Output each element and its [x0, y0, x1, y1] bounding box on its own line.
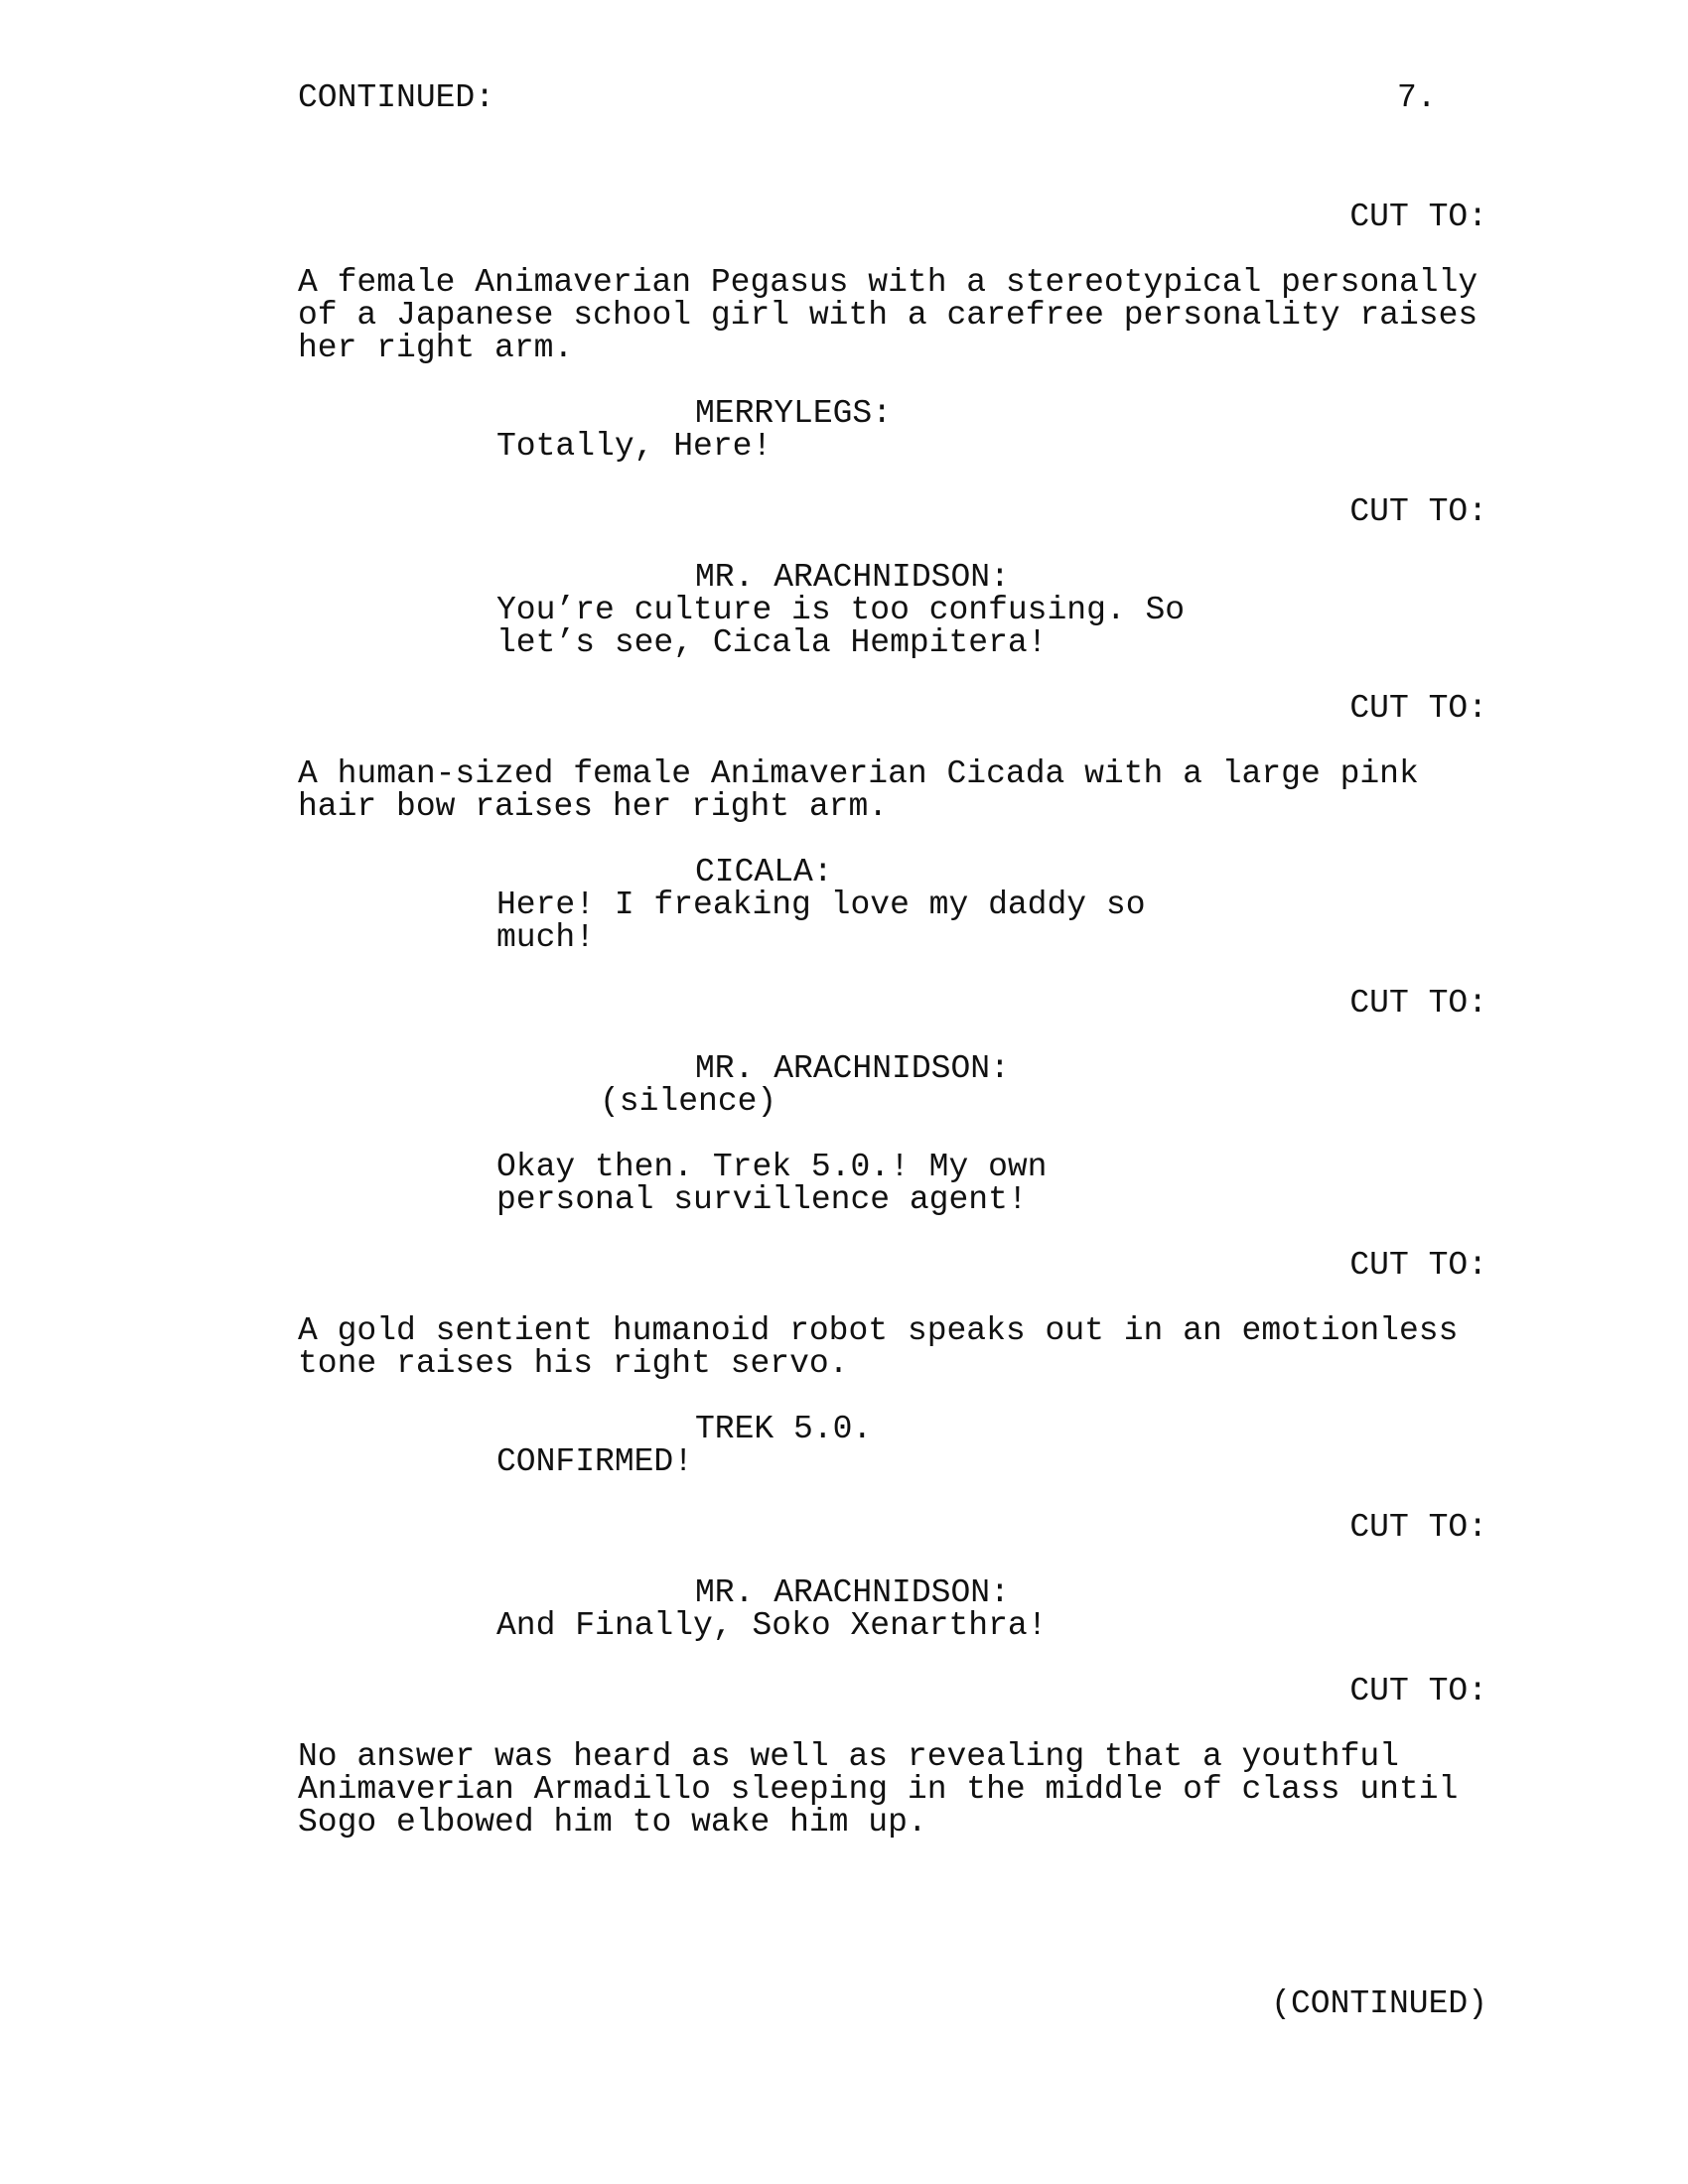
action-line: A female Animaverian Pegasus with a stereotypical personally	[298, 264, 1478, 301]
parenthetical: (silence)	[600, 1083, 777, 1120]
dialogue-line: Here! I freaking love my daddy so	[496, 887, 1146, 923]
action-line: No answer was heard as well as revealing that a youthful	[298, 1738, 1399, 1775]
transition-cut-to: CUT TO:	[1349, 985, 1487, 1022]
character-name: TREK 5.0.	[695, 1411, 873, 1447]
transition-cut-to: CUT TO:	[1349, 1673, 1487, 1709]
continued-footer: (CONTINUED)	[1271, 1985, 1487, 2022]
transition-cut-to: CUT TO:	[1349, 1247, 1487, 1284]
action-line: A gold sentient humanoid robot speaks out in an emotionless	[298, 1312, 1459, 1349]
dialogue-line: personal survillence agent!	[496, 1181, 1028, 1218]
dialogue-line: much!	[496, 919, 596, 956]
action-line: A human-sized female Animaverian Cicada with a large pink	[298, 755, 1419, 792]
dialogue-line: You’re culture is too confusing. So	[496, 592, 1186, 628]
transition-cut-to: CUT TO:	[1349, 493, 1487, 530]
character-name: MR. ARACHNIDSON:	[695, 1050, 1010, 1087]
character-name: MR. ARACHNIDSON:	[695, 559, 1010, 596]
transition-cut-to: CUT TO:	[1349, 199, 1487, 235]
dialogue-line: Okay then. Trek 5.0.! My own	[496, 1149, 1048, 1185]
dialogue-line: Totally, Here!	[496, 428, 773, 465]
action-line: Sogo elbowed him to wake him up.	[298, 1804, 927, 1841]
dialogue-line: let’s see, Cicala Hempitera!	[496, 624, 1048, 661]
transition-cut-to: CUT TO:	[1349, 1509, 1487, 1546]
action-line: of a Japanese school girl with a carefree personality raises	[298, 297, 1478, 334]
character-name: CICALA:	[695, 854, 833, 890]
character-name: MR. ARACHNIDSON:	[695, 1574, 1010, 1611]
action-line: her right arm.	[298, 330, 574, 366]
continued-header: CONTINUED:	[298, 79, 495, 116]
transition-cut-to: CUT TO:	[1349, 690, 1487, 727]
action-line: tone raises his right servo.	[298, 1345, 849, 1382]
action-line: Animaverian Armadillo sleeping in the middle of class until	[298, 1771, 1459, 1808]
page-number: 7.	[1397, 79, 1437, 116]
character-name: MERRYLEGS:	[695, 395, 893, 432]
action-line: hair bow raises her right arm.	[298, 788, 889, 825]
dialogue-line: And Finally, Soko Xenarthra!	[496, 1607, 1048, 1644]
dialogue-line: CONFIRMED!	[496, 1443, 694, 1480]
